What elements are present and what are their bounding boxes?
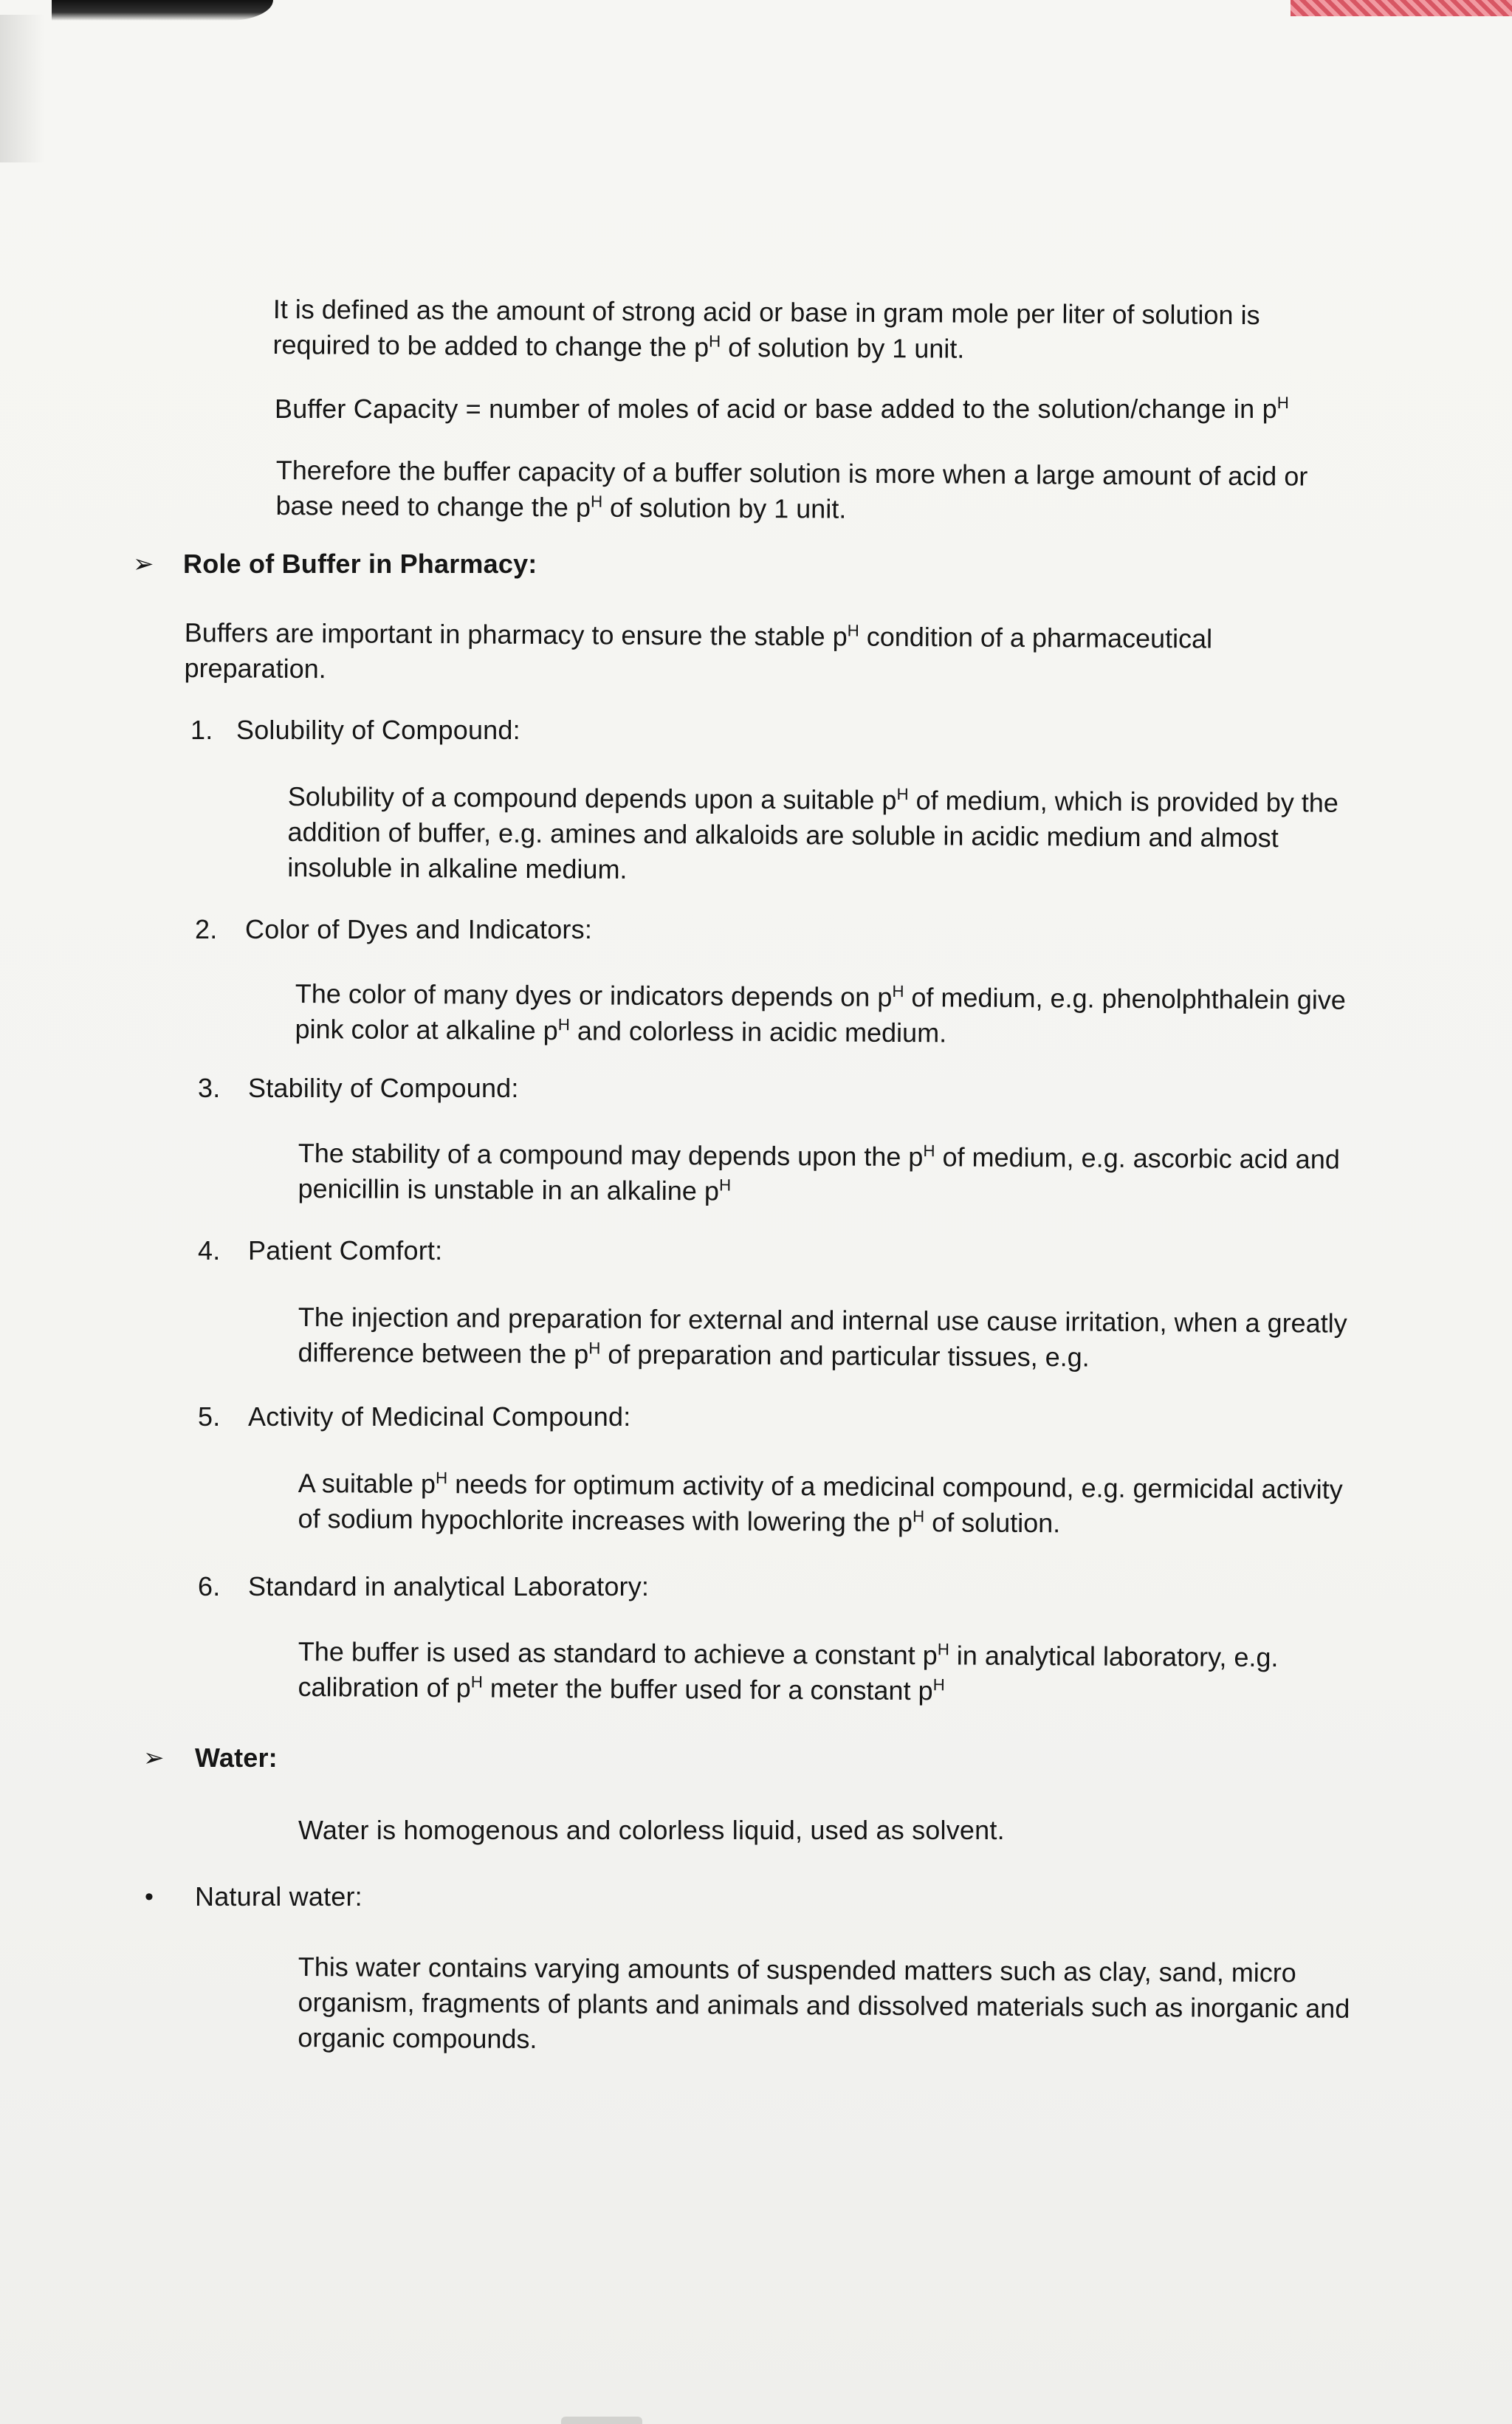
role-intro-line: preparation. xyxy=(184,652,326,684)
definition-paragraph xyxy=(272,292,1366,369)
body-line: The stability of a compound may depends upon the $p^H$ of medium, e.g. ascorbic acid and xyxy=(298,1138,1340,1175)
body-line: organic compounds. xyxy=(298,2022,537,2054)
list-item-body xyxy=(298,1466,1409,1543)
body-line: organism, fragments of plants and animals and dissolved materials such as inorganic and xyxy=(298,1986,1350,2024)
arrow-bullet-icon: ➢ xyxy=(133,550,154,578)
page-bottom-edge xyxy=(561,2417,642,2424)
water-description: Water is homogenous and colorless liquid, used as solvent. xyxy=(298,1815,1005,1845)
list-item-title: Solubility of Compound: xyxy=(236,715,520,745)
corner-pattern-decoration xyxy=(1291,0,1512,16)
definition-line: It is defined as the amount of strong acid or base in gram mole per liter of solution is xyxy=(272,293,1260,331)
role-intro-line: Buffers are important in pharmacy to ensure the stable $p^H$ condition of a pharmaceutical xyxy=(184,617,1213,654)
list-item-title: Standard in analytical Laboratory: xyxy=(248,1571,650,1601)
body-line: The color of many dyes or indicators depends on $p^H$ of medium, e.g. phenolphthalein give xyxy=(295,978,1346,1015)
body-line: insoluble in alkaline medium. xyxy=(287,851,628,885)
list-item-body xyxy=(298,1634,1412,1711)
body-line: This water contains varying amounts of suspended matters such as clay, sand, micro xyxy=(298,1951,1296,1988)
list-item-body xyxy=(295,976,1394,1054)
list-item-title: Color of Dyes and Indicators: xyxy=(245,914,593,944)
body-line: The buffer is used as standard to achieve a constant $p^H$ in analytical laboratory, e.g. xyxy=(298,1636,1279,1673)
therefore-paragraph xyxy=(275,453,1375,530)
body-line: Solubility of a compound depends upon a suitable $p^H$ of medium, which is provided by the xyxy=(287,781,1339,818)
body-line: pink color at alkaline $p^H$ and colorless in acidic medium. xyxy=(295,1013,947,1048)
section-heading-water: Water: xyxy=(195,1743,278,1773)
body-line: addition of buffer, e.g. amines and alkaloids are soluble in acidic medium and almost xyxy=(287,816,1279,854)
arrow-bullet-icon: ➢ xyxy=(143,1744,165,1772)
section-heading-role-of-buffer: Role of Buffer in Pharmacy: xyxy=(183,549,537,579)
therefore-line: Therefore the buffer capacity of a buffer solution is more when a large amount of acid or xyxy=(275,454,1308,492)
list-item-title: Activity of Medicinal Compound: xyxy=(248,1401,631,1432)
list-number: 3. xyxy=(198,1073,221,1103)
natural-water-paragraph xyxy=(298,1949,1425,2062)
definition-line: required to be added to change the $p^H$ of solution by 1 unit. xyxy=(272,329,965,364)
body-line: of sodium hypochlorite increases with lowering the $p^H$ of solution. xyxy=(298,1503,1061,1539)
body-line: penicillin is unstable in an alkaline $p^H$ xyxy=(298,1172,732,1206)
list-number: 4. xyxy=(198,1235,221,1266)
list-item-body xyxy=(287,779,1388,892)
page-left-shadow xyxy=(0,15,44,162)
list-number: 1. xyxy=(190,715,213,745)
role-intro-paragraph xyxy=(184,615,1381,693)
body-line: calibration of $p^H$ meter the buffer used for a constant $p^H$ xyxy=(298,1671,945,1706)
buffer-capacity-formula: Buffer Capacity = number of moles of acid or base added to the solution/change in $p^H$ xyxy=(275,394,1290,424)
list-item-body xyxy=(298,1136,1398,1213)
list-item-title: Patient Comfort: xyxy=(248,1235,443,1266)
body-line: The injection and preparation for external and internal use cause irritation, when a greatly xyxy=(298,1302,1347,1339)
list-number: 6. xyxy=(198,1571,221,1601)
list-item-title: Stability of Compound: xyxy=(248,1073,519,1103)
list-item-body xyxy=(298,1299,1404,1377)
section-heading-natural-water: Natural water: xyxy=(195,1881,362,1912)
body-line: difference between the $p^H$ of preparation and particular tissues, e.g. xyxy=(298,1336,1090,1373)
body-line: A suitable $p^H$ needs for optimum activity of a medicinal compound, e.g. germicidal activity xyxy=(298,1468,1343,1505)
therefore-line: base need to change the $p^H$ of solution by 1 unit. xyxy=(275,490,847,524)
list-number: 5. xyxy=(198,1401,221,1432)
bullet-dot-icon: • xyxy=(145,1883,154,1911)
page-top-edge-shadow xyxy=(52,0,273,21)
list-number: 2. xyxy=(195,914,218,944)
